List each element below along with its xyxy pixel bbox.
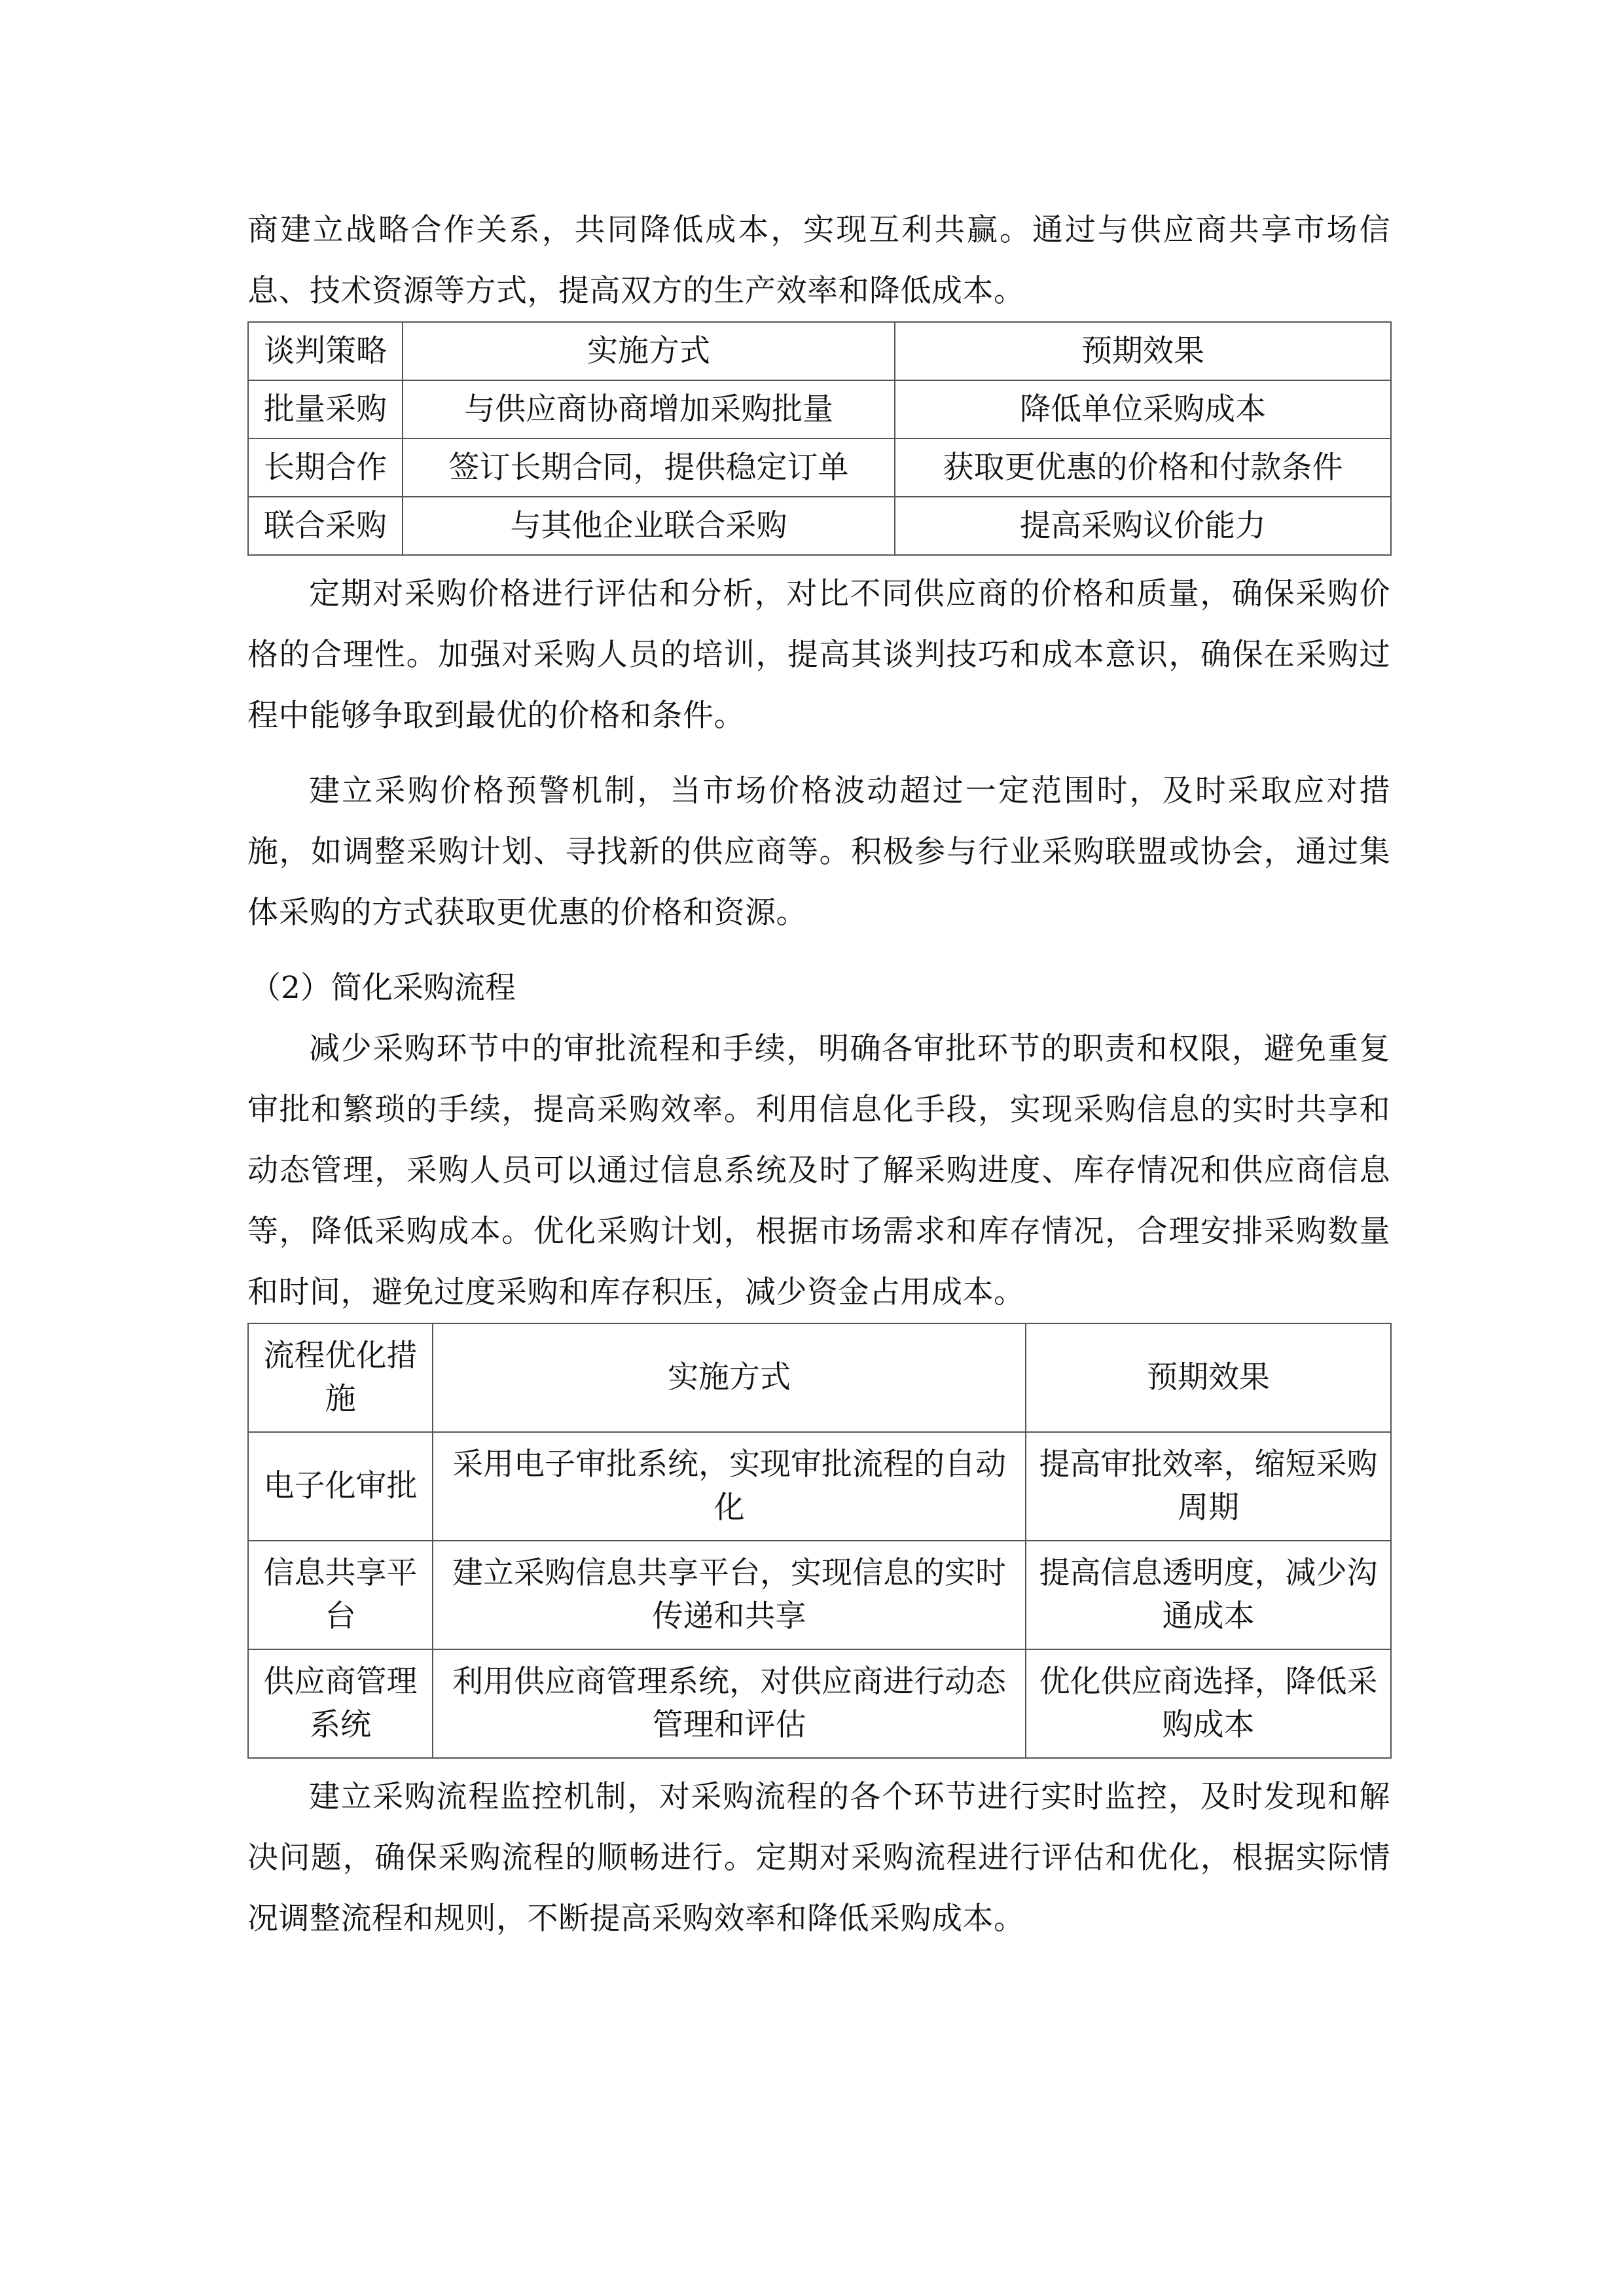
table-header-row [248,322,1391,380]
paragraph-price-warning: 建立采购价格预警机制，当市场价格波动超过一定范围时，及时采取应对措施，如调整采购计划、寻找新的供应商等。积极参与行业采购联盟或协会，通过集体采购的方式获取更优惠的价格和资源。 [247,773,1390,931]
table-cell: 批量采购 [248,380,403,439]
table-cell: 提高审批效率，缩短采购周期 [1026,1432,1391,1541]
paragraph-simplify-process: 减少采购环节中的审批流程和手续，明确各审批环节的职责和权限，避免重复审批和繁琐的手续，提高采购效率。利用信息化手段，实现采购信息的实时共享和动态管理，采购人员可以通过信息系统及时了解采购进度、库存情况和供应商信息等，降低采购成本。优化采购计划，根据市场需求和库存情况，合理安排采购数量和时间，避免过度采购和库存积压，减少资金占用成本。 [247,1031,1390,1310]
table-cell: 建立采购信息共享平台，实现信息的实时传递和共享 [433,1541,1026,1649]
table-row [248,1541,1391,1649]
table-cell: 联合采购 [248,497,403,555]
table-cell: 供应商管理系统 [248,1649,433,1758]
table-cell: 提高采购议价能力 [895,497,1391,555]
table-cell: 利用供应商管理系统，对供应商进行动态管理和评估 [433,1649,1026,1758]
table-row [248,380,1391,439]
table-cell: 获取更优惠的价格和付款条件 [895,439,1391,497]
paragraph-price-evaluation: 定期对采购价格进行评估和分析，对比不同供应商的价格和质量，确保采购价格的合理性。加强对采购人员的培训，提高其谈判技巧和成本意识，确保在采购过程中能够争取到最优的价格和条件。 [247,576,1390,734]
paragraph-supplier-cooperation: 商建立战略合作关系，共同降低成本，实现互利共赢。通过与供应商共享市场信息、技术资源等方式，提高双方的生产效率和降低成本。 [247,212,1390,309]
table-header-cell: 预期效果 [895,322,1391,380]
table-header-cell: 实施方式 [403,322,895,380]
table-row [248,439,1391,497]
table-cell: 长期合作 [248,439,403,497]
table-row [248,1432,1391,1541]
table-cell: 降低单位采购成本 [895,380,1391,439]
table-row [248,497,1391,555]
paragraph-process-monitoring: 建立采购流程监控机制，对采购流程的各个环节进行实时监控，及时发现和解决问题，确保采购流程的顺畅进行。定期对采购流程进行评估和优化，根据实际情况调整流程和规则，不断提高采购效率和降低采购成本。 [247,1779,1390,1937]
table-header-row [248,1323,1391,1432]
table-header-cell: 实施方式 [433,1323,1026,1432]
table-header-cell: 流程优化措施 [248,1323,433,1432]
table-cell: 签订长期合同，提供稳定订单 [403,439,895,497]
table-cell: 信息共享平台 [248,1541,433,1649]
table-cell: 与供应商协商增加采购批量 [403,380,895,439]
table-cell: 与其他企业联合采购 [403,497,895,555]
negotiation-strategy-table [247,321,1392,556]
process-optimization-table [247,1323,1392,1759]
table-cell: 电子化审批 [248,1432,433,1541]
table-cell: 优化供应商选择，降低采购成本 [1026,1649,1391,1758]
document-body [247,200,1390,1949]
table-header-cell: 预期效果 [1026,1323,1391,1432]
table-cell: 采用电子审批系统，实现审批流程的自动化 [433,1432,1026,1541]
table-header-cell: 谈判策略 [248,322,403,380]
table-row [248,1649,1391,1758]
section-heading: （2）简化采购流程 [250,970,516,1006]
table-cell: 提高信息透明度，减少沟通成本 [1026,1541,1391,1649]
